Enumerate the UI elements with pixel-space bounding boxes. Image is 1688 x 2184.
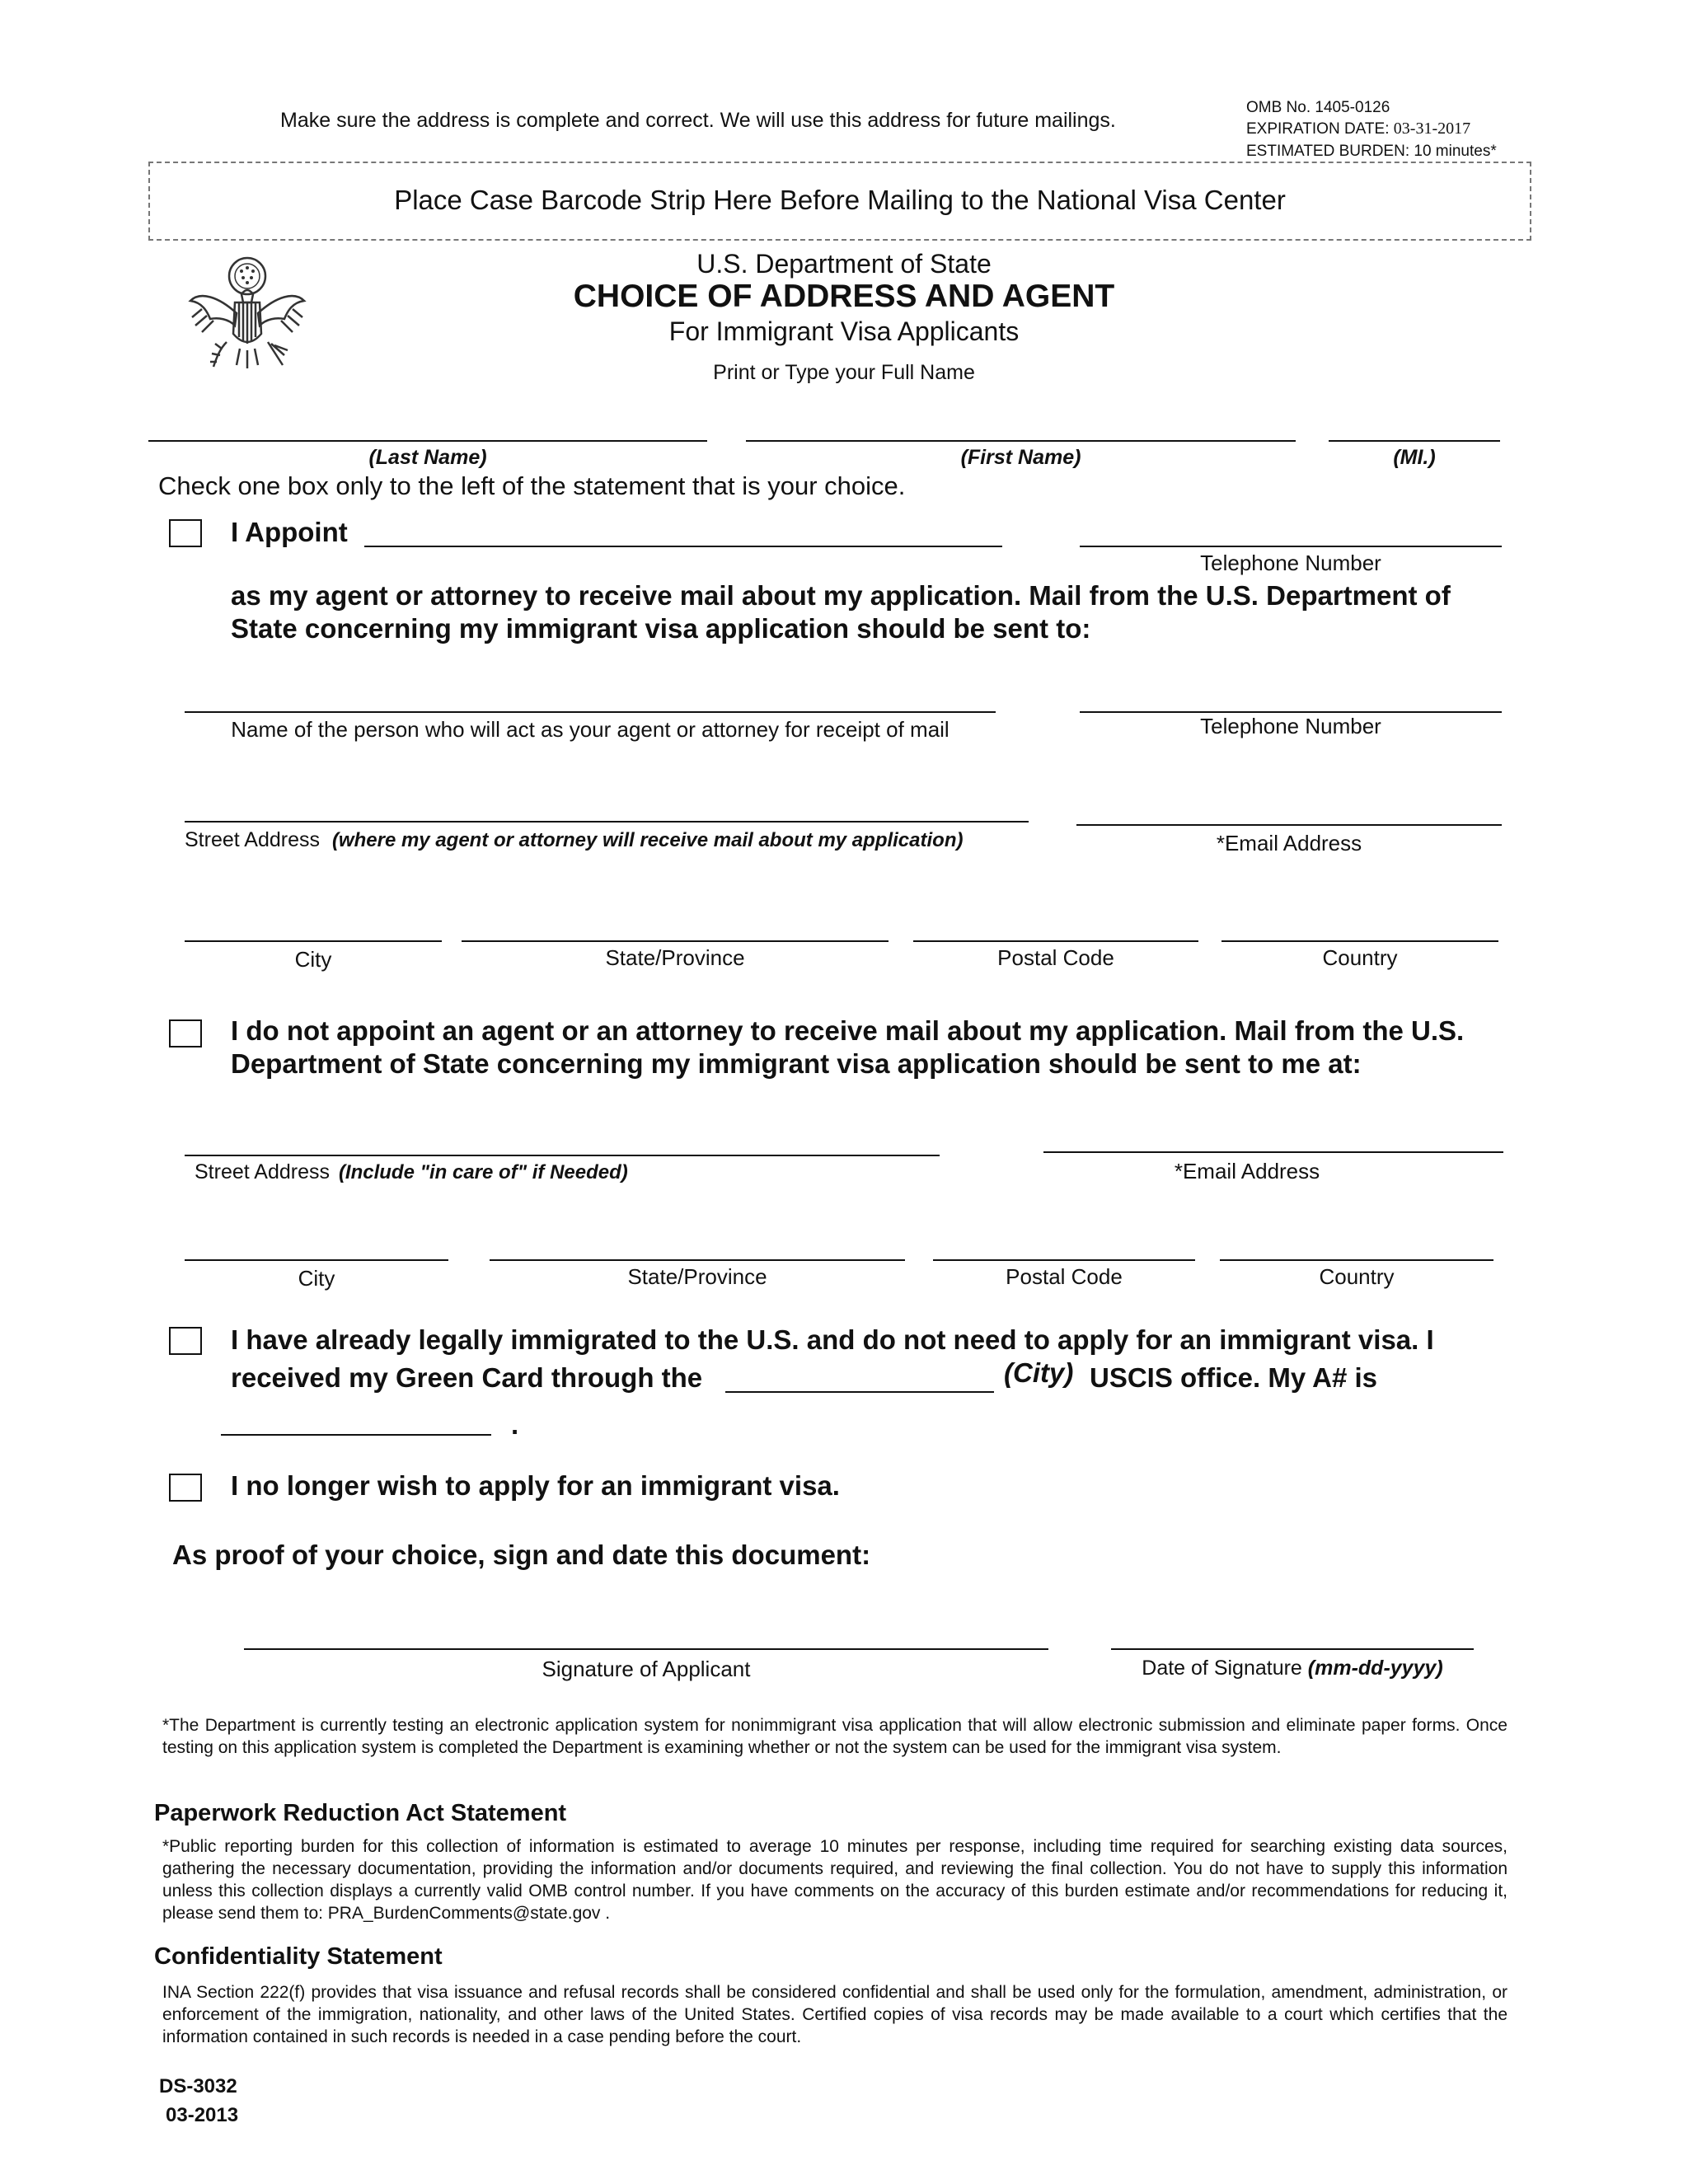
- barcode-strip-area: [148, 162, 1531, 241]
- agent-email-label: *Email Address: [1216, 831, 1362, 855]
- no-agent-line1: I do not appoint an agent or an attorney to receive mail about my application. Mail from the U.S.: [231, 1015, 1465, 1046]
- applicant-street-caption: Street Address: [195, 1160, 330, 1183]
- applicant-country-label: Country: [1319, 1264, 1395, 1289]
- omb-number: OMB No. 1405-0126: [1246, 99, 1390, 116]
- paperwork-heading: Paperwork Reduction Act Statement: [154, 1800, 567, 1826]
- agent-state-field[interactable]: [462, 940, 889, 942]
- signature-date-caption: Date of Signature: [1142, 1657, 1302, 1680]
- signature-date-label: [1111, 1657, 1474, 1680]
- last-name-label: (Last Name): [368, 446, 487, 469]
- no-agent-line2: Department of State concerning my immigrant visa application should be sent to me at:: [231, 1048, 1362, 1079]
- agent-country-field[interactable]: [1221, 940, 1498, 942]
- applicant-postal-field[interactable]: [933, 1259, 1195, 1261]
- proof-heading: As proof of your choice, sign and date this document:: [172, 1540, 871, 1570]
- agent-statement-line1: as my agent or attorney to receive mail about my application. Mail from the U.S. Department of: [231, 580, 1451, 611]
- no-agent-checkbox[interactable]: [169, 1019, 202, 1047]
- expiration: [1246, 120, 1470, 138]
- form-edition: 03-2013: [166, 2104, 239, 2126]
- agent-name-label: Name of the person who will act as your agent or attorney for receipt of mail: [231, 717, 950, 742]
- appoint-label: I Appoint: [231, 517, 348, 547]
- barcode-strip-label: Place Case Barcode Strip Here Before Mailing to the National Visa Center: [394, 185, 1286, 215]
- uscis-city-label: (City): [1004, 1357, 1074, 1388]
- department-name: U.S. Department of State: [696, 249, 992, 279]
- appointee-telephone-field[interactable]: [1080, 546, 1502, 547]
- alien-number-period: .: [511, 1409, 519, 1440]
- already-immigrated-line1: I have already legally immigrated to the U.S. and do not need to apply for an immigrant visa. I: [231, 1324, 1434, 1355]
- already-immigrated-checkbox[interactable]: [169, 1327, 202, 1355]
- check-instruction: Check one box only to the left of the statement that is your choice.: [158, 471, 906, 500]
- first-name-label: (First Name): [960, 446, 1081, 469]
- print-instruction: Print or Type your Full Name: [713, 361, 975, 384]
- no-longer-apply-text: I no longer wish to apply for an immigrant visa.: [231, 1470, 840, 1501]
- applicant-street-field[interactable]: [185, 1155, 940, 1156]
- applicant-street-note: (Include "in care of" if Needed): [338, 1161, 628, 1183]
- applicant-street-label: [195, 1160, 628, 1184]
- confidentiality-heading: Confidentiality Statement: [154, 1943, 443, 1970]
- form-subtitle: For Immigrant Visa Applicants: [668, 316, 1020, 346]
- applicant-state-label: State/Province: [627, 1264, 767, 1289]
- agent-street-label: [185, 828, 963, 852]
- agent-country-label: Country: [1322, 945, 1398, 970]
- uscis-office-text: USCIS office. My A# is: [1090, 1362, 1378, 1393]
- confidentiality-text: INA Section 222(f) provides that visa issuance and refusal records shall be considered confidential and shall be used only for the formulation, amendment, administration, or enforcement of the immigration, nationality, and other laws of the United States. Certified copies of visa records may be made available to a court which certifies that the information contained in such records is needed in a case pending before the court.: [162, 1983, 1507, 2046]
- appointee-name-field[interactable]: [364, 546, 1002, 547]
- expiration-date: 03-31-2017: [1393, 120, 1471, 138]
- agent-city-label: City: [294, 947, 332, 972]
- green-card-text: received my Green Card through the: [231, 1362, 703, 1393]
- agent-postal-label: Postal Code: [997, 945, 1114, 970]
- expiration-label: EXPIRATION DATE:: [1246, 120, 1390, 138]
- last-name-field[interactable]: [148, 440, 707, 442]
- applicant-email-field[interactable]: [1043, 1151, 1503, 1153]
- agent-city-field[interactable]: [185, 940, 442, 942]
- address-notice: Make sure the address is complete and correct. We will use this address for future mailings.: [280, 109, 1116, 132]
- alien-number-field[interactable]: [221, 1434, 491, 1436]
- applicant-email-label: *Email Address: [1174, 1159, 1320, 1183]
- uscis-city-field[interactable]: [725, 1391, 994, 1393]
- applicant-country-field[interactable]: [1220, 1259, 1493, 1261]
- agent-telephone-field[interactable]: [1080, 711, 1502, 713]
- signature-date-field[interactable]: [1111, 1648, 1474, 1650]
- paperwork-text: *Public reporting burden for this collection of information is estimated to average 10 minutes per response, including time required for searching existing data sources, gathering the necessary documentation, providing the information and/or documents required, and reviewing the final collection. You do not have to supply this information unless this collection displays a currently valid OMB control number. If you have comments on the accuracy of this burden estimate and/or recommendations for reducing it, please send them to: PRA_BurdenComments@state.gov .: [162, 1837, 1507, 1923]
- agent-state-label: State/Province: [605, 945, 745, 970]
- applicant-city-label: City: [298, 1266, 335, 1291]
- form-number: DS-3032: [159, 2075, 237, 2097]
- estimated-burden: ESTIMATED BURDEN: 10 minutes*: [1246, 143, 1497, 160]
- no-longer-apply-checkbox[interactable]: [169, 1474, 202, 1502]
- first-name-field[interactable]: [746, 440, 1296, 442]
- appointee-telephone-label: Telephone Number: [1200, 551, 1381, 575]
- agent-postal-field[interactable]: [913, 940, 1198, 942]
- agent-street-field[interactable]: [185, 821, 1029, 823]
- applicant-postal-label: Postal Code: [1006, 1264, 1123, 1289]
- applicant-state-field[interactable]: [490, 1259, 905, 1261]
- signature-date-format: (mm-dd-yyyy): [1307, 1657, 1443, 1680]
- applicant-city-field[interactable]: [185, 1259, 448, 1261]
- signature-label: Signature of Applicant: [542, 1657, 751, 1681]
- electronic-system-footnote: *The Department is currently testing an electronic application system for nonimmigrant visa application that will allow electronic submission and eliminate paper forms. Once testing on this application system is completed the Department is examining whether or not the system can be used for the immigrant visa system.: [162, 1716, 1507, 1757]
- agent-street-caption: Street Address: [185, 828, 320, 851]
- agent-telephone-label: Telephone Number: [1200, 714, 1381, 738]
- signature-field[interactable]: [244, 1648, 1048, 1650]
- agent-name-field[interactable]: [185, 711, 996, 713]
- agent-email-field[interactable]: [1076, 824, 1502, 826]
- appoint-agent-checkbox[interactable]: [169, 519, 202, 547]
- form-title: CHOICE OF ADDRESS AND AGENT: [573, 279, 1115, 314]
- agent-street-note: (where my agent or attorney will receive mail about my application): [331, 829, 964, 851]
- middle-initial-label: (MI.): [1393, 446, 1436, 469]
- middle-initial-field[interactable]: [1329, 440, 1500, 442]
- agent-statement-line2: State concerning my immigrant visa application should be sent to:: [231, 613, 1091, 644]
